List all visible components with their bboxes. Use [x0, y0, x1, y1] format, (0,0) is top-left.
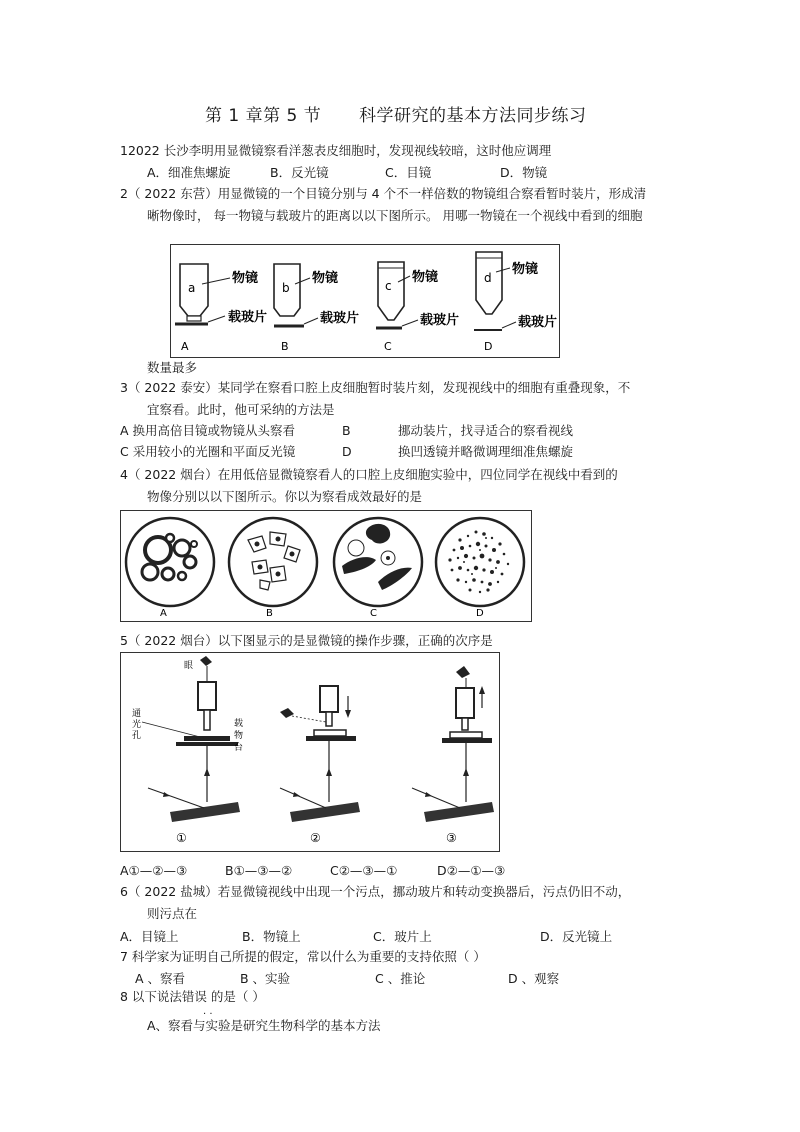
objective-label-d: 物镜: [512, 262, 539, 277]
q1-stem: 12022 长沙李明用显微镜察看洋葱表皮细胞时，发现视线较暗，这时他应调理: [120, 143, 552, 158]
q4-stem-line1: 4（ 2022 烟台）在用低倍显微镜察看人的口腔上皮细胞实验中，四位同学在视线中看到的: [120, 467, 618, 482]
title-part2: 科学研究的基本方法同步练习: [359, 106, 587, 126]
q5-option-c: C②—③—①: [330, 863, 398, 878]
q5-stem: 5（ 2022 烟台）以下图显示的是显微镜的操作步骤，正确的次序是: [120, 633, 493, 648]
q7-stem: 7 科学家为证明自己所提的假定，常以什么为重要的支持依照（ ）: [120, 949, 486, 964]
q1-option-d: D．物镜: [500, 165, 548, 180]
q6-option-a: A．目镜上: [120, 929, 179, 944]
q3-option-b-letter: B: [342, 423, 351, 438]
q7-option-b: B 、实验: [240, 971, 291, 986]
stage-label-1: 载: [234, 719, 244, 729]
title-part1: 第 1 章第 5 节: [205, 106, 322, 126]
lens-label-b: b: [282, 281, 290, 295]
step-label-3: ③: [446, 831, 457, 845]
view-a: [126, 518, 214, 619]
objective-label-c: 物镜: [412, 270, 439, 285]
q3-stem-line2: 宜察看。此时，他可采纳的方法是: [147, 402, 335, 417]
q7-option-c: C 、推论: [375, 971, 426, 986]
q3-stem-line1: 3（ 2022 泰安）某同学在察看口腔上皮细胞暂时装片刻，发现视线中的细胞有重叠现象，不: [120, 380, 631, 395]
hole-label-2: 光: [132, 720, 142, 730]
option-label-a: A: [181, 340, 189, 353]
q8-emphasis-dots: . .: [203, 1006, 213, 1017]
q1-option-b: B．反光镜: [270, 165, 329, 180]
hole-label-1: 通: [132, 709, 142, 719]
q2-stem-line1: 2（ 2022 东营）用显微镜的一个目镜分别与 4 个不一样倍数的物镜组合察看暂时装片，形成清: [120, 186, 647, 201]
option-label-c: C: [384, 340, 392, 353]
q6-option-b: B．物镜上: [242, 929, 301, 944]
lens-label-a: a: [188, 281, 196, 295]
step-3-diagram: [412, 666, 494, 845]
q6-option-c: C．玻片上: [373, 929, 432, 944]
stage-label-3: 台: [234, 743, 244, 753]
stage-label-2: 物: [234, 731, 244, 741]
q2-stem-line3: 数量最多: [147, 360, 198, 375]
q1-option-a: A．细准焦螺旋: [147, 165, 231, 180]
view-label-c: C: [370, 608, 377, 619]
lens-c: [376, 262, 459, 353]
hole-label-3: 孔: [132, 731, 142, 741]
q7-option-a: A 、察看: [135, 971, 186, 986]
q5-option-a: A①—②—③: [120, 863, 188, 878]
view-label-d: D: [476, 608, 484, 619]
step-label-1: ①: [176, 831, 187, 845]
slide-label-b: 载玻片: [320, 311, 360, 326]
q3-option-d-letter: D: [342, 444, 352, 459]
slide-label-c: 载玻片: [420, 313, 460, 328]
q3-option-b: 挪动装片，找寻适合的察看视线: [398, 423, 574, 438]
cell-views-figure: [120, 510, 532, 622]
view-label-b: B: [266, 608, 273, 619]
q6-option-d: D．反光镜上: [540, 929, 613, 944]
step-1-diagram: [132, 656, 243, 845]
view-label-a: A: [160, 608, 167, 619]
objective-label-a: 物镜: [232, 271, 259, 286]
q5-option-d: D②—①—③: [437, 863, 506, 878]
q4-stem-line2: 物像分别以以下图所示。你以为察看成效最好的是: [147, 489, 423, 504]
q2-stem-line2: 晰物像时， 每一物镜与载玻片的距离以以下图所示。 用哪一物镜在一个视线中看到的细胞: [147, 208, 643, 223]
q3-option-c: C 采用较小的光圈和平面反光镜: [120, 444, 296, 459]
view-b: [229, 518, 317, 619]
lens-d: [474, 252, 557, 353]
view-d: [436, 518, 524, 619]
lens-label-c: c: [385, 279, 392, 293]
view-c: [334, 518, 422, 619]
q3-option-d: 换凹透镜并略微调理细准焦螺旋: [398, 444, 574, 459]
q1-option-c: C．目镜: [385, 165, 432, 180]
q5-option-b: B①—③—②: [225, 863, 293, 878]
objective-label-b: 物镜: [312, 271, 339, 286]
option-label-b: B: [281, 340, 289, 353]
microscope-steps-figure: [120, 652, 500, 852]
slide-label-a: 载玻片: [228, 310, 268, 325]
q8-stem: 8 以下说法错误 的是（ ）: [120, 989, 265, 1004]
lens-label-d: d: [484, 271, 492, 285]
option-label-d: D: [484, 340, 493, 353]
figure-frame: [121, 653, 500, 852]
q6-stem-line1: 6（ 2022 盐城）若显微镜视线中出现一个污点，挪动玻片和转动变换器后，污点仍旧不动，: [120, 884, 631, 899]
q3-option-a: A 换用高倍目镜或物镜从头察看: [120, 423, 296, 438]
step-2-diagram: [280, 686, 360, 845]
slide-label-d: 载玻片: [518, 315, 558, 330]
q7-option-d: D 、观察: [508, 971, 560, 986]
page-title: [205, 108, 587, 124]
lens-a: [175, 264, 267, 353]
q8-option-a: A、察看与实验是研究生物科学的基本方法: [147, 1018, 381, 1033]
lens-b: [274, 264, 359, 353]
step-label-2: ②: [310, 831, 321, 845]
eye-label: 眼: [184, 661, 194, 671]
q6-stem-line2: 则污点在: [147, 906, 198, 921]
objective-lens-figure: [170, 244, 560, 358]
